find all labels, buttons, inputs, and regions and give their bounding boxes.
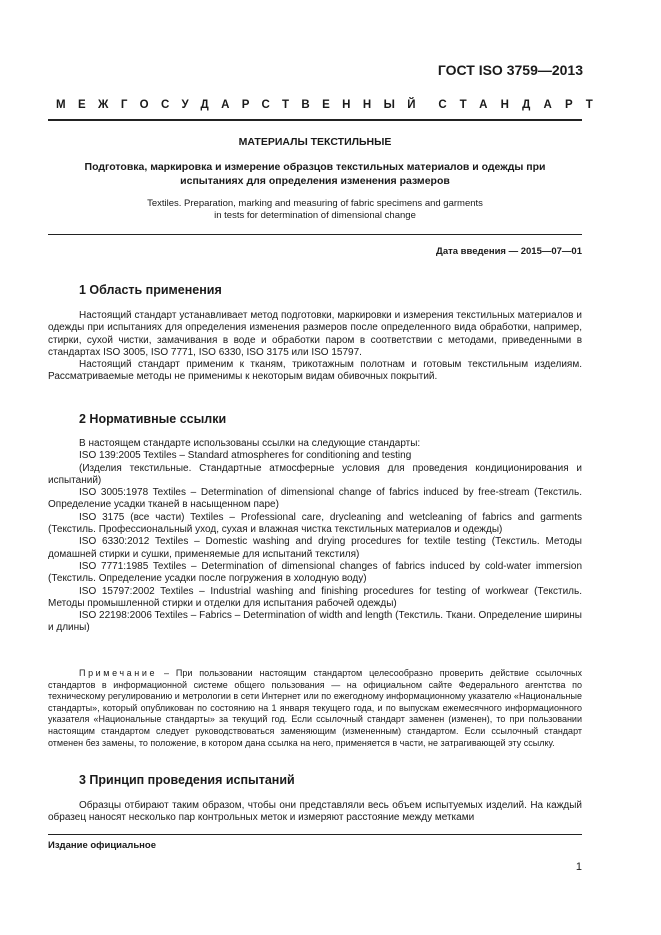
section-2-heading: 2 Нормативные ссылки (79, 412, 227, 426)
page-number: 1 (575, 861, 582, 873)
section-2-body (48, 438, 582, 635)
banner-word-standard: СТАНДАРТ (438, 99, 606, 111)
standard-code: ГОСТ ISO 3759—2013 (437, 62, 583, 78)
reference-item: (Изделия текстильные. Стандартные атмосферные условия для проведения кондиционирования и испытаний) (48, 462, 582, 486)
footer-rule (48, 834, 582, 835)
reference-item: ISO 15797:2002 Textiles – Industrial washing and finishing procedures for testing of workwear (Текстиль. Методы промышленной стирки и отделки для испытания рабочей одежды) (48, 585, 582, 609)
section-2-intro: В настоящем стандарте использованы ссылки на следующие стандарты: (79, 438, 421, 449)
reference-item: ISO 7771:1985 Textiles – Determination of dimensional changes of fabrics induced by cold-water immersion (Текстиль. Определение усадки после погружения в холодную воду) (48, 560, 582, 585)
section-1-paragraph-2: Настоящий стандарт применим к тканям, трикотажным полотнам и готовым текстильным изделиям. Рассматриваемые методы не применимы к некоторым видам обивочных покрытий. (48, 359, 582, 383)
note-text: – При пользовании настоящим стандартом целесообразно проверить действие ссылочных стандартов в информационной системе общего пользования — на официальном сайте Федерального агентства по техническому регулированию и метрологии в сети Интернет или по ежегодному информационному указателю «Национальные стандарты», который опубликован по состоянию на 1 января текущего года, и по выпускам ежемесячного информационного указателя «Национальные стандарты» за текущий год. Если ссылочный стандарт заменен (изменен), то при пользовании настоящим стандартом следует руководствоваться заменяющим (измененным) стандартом. Если ссылочный стандарт отменен без замены, то положение, в котором дана ссылка на него, применяется в части, не затрагивающей эту ссылку. (48, 668, 582, 748)
subtitle-en-line-1: Textiles. Preparation, marking and measuring of fabric specimens and garments (147, 198, 483, 209)
document-title: МАТЕРИАЛЫ ТЕКСТИЛЬНЫЕ (238, 136, 392, 148)
section-1-heading: 1 Область применения (79, 283, 222, 297)
subtitle-ru-line-1: Подготовка, маркировка и измерение образцов текстильных материалов и одежды при (84, 161, 546, 173)
reference-item: ISO 22198:2006 Textiles – Fabrics – Determination of width and length (Текстиль. Ткани. Определение ширины и длины) (48, 610, 582, 634)
reference-item: ISO 3005:1978 Textiles – Determination of dimensional change of fabrics induced by free-stream (Текстиль. Определение усадки тканей в насыщенном паре) (48, 487, 582, 511)
section-3-paragraph-1: Образцы отбирают таким образом, чтобы они представляли весь объем испытуемых изделий. На каждый образец наносят несколько пар контрольных меток и измеряют расстояние между метками (48, 800, 582, 824)
edition-label: Издание официальное (48, 840, 156, 851)
reference-item: ISO 139:2005 Textiles – Standard atmospheres for conditioning and testing (79, 450, 412, 462)
subtitle-en-line-2: in tests for determination of dimensional change (214, 210, 416, 221)
section-3-heading: 3 Принцип проведения испытаний (79, 773, 295, 787)
section-3-body (48, 800, 582, 825)
note-label: Примечание (79, 668, 158, 678)
banner-word-interstate: МЕЖГОСУДАРСТВЕННЫЙ (56, 99, 428, 111)
title-rule (48, 234, 582, 235)
section-2-note (48, 668, 582, 749)
document-subtitle-ru (48, 160, 582, 188)
section-1-body (48, 310, 582, 384)
subtitle-ru-line-2: испытаниях для определения изменения размеров (180, 175, 450, 187)
section-1-paragraph-1: Настоящий стандарт устанавливает метод подготовки, маркировки и измерения текстильных материалов и одежды при испытаниях для определения изменения размеров после определенного вида обработки, например, стирки, сухой чистки, замачивания в воде и обработки паром в соответствии с методами, приведенными в стандартах ISO 3005, ISO 7771, ISO 6330, ISO 3175 или ISO 15797. (48, 310, 582, 358)
interstate-standard-banner (56, 99, 606, 111)
reference-item: ISO 6330:2012 Textiles – Domestic washing and drying procedures for textile testing (Текстиль. Методы домашней стирки и сушки, применяемые для испытаний текстиля) (48, 536, 582, 560)
document-subtitle-en (48, 198, 582, 222)
header-rule (48, 119, 582, 121)
reference-item: ISO 3175 (все части) Textiles – Professional care, drycleaning and wetcleaning of fabrics and garments (Текстиль. Профессиональный уход, сухая и влажная чистка текстильных материалов и одежды) (48, 511, 582, 536)
introduction-date: Дата введения — 2015—07—01 (436, 246, 582, 257)
